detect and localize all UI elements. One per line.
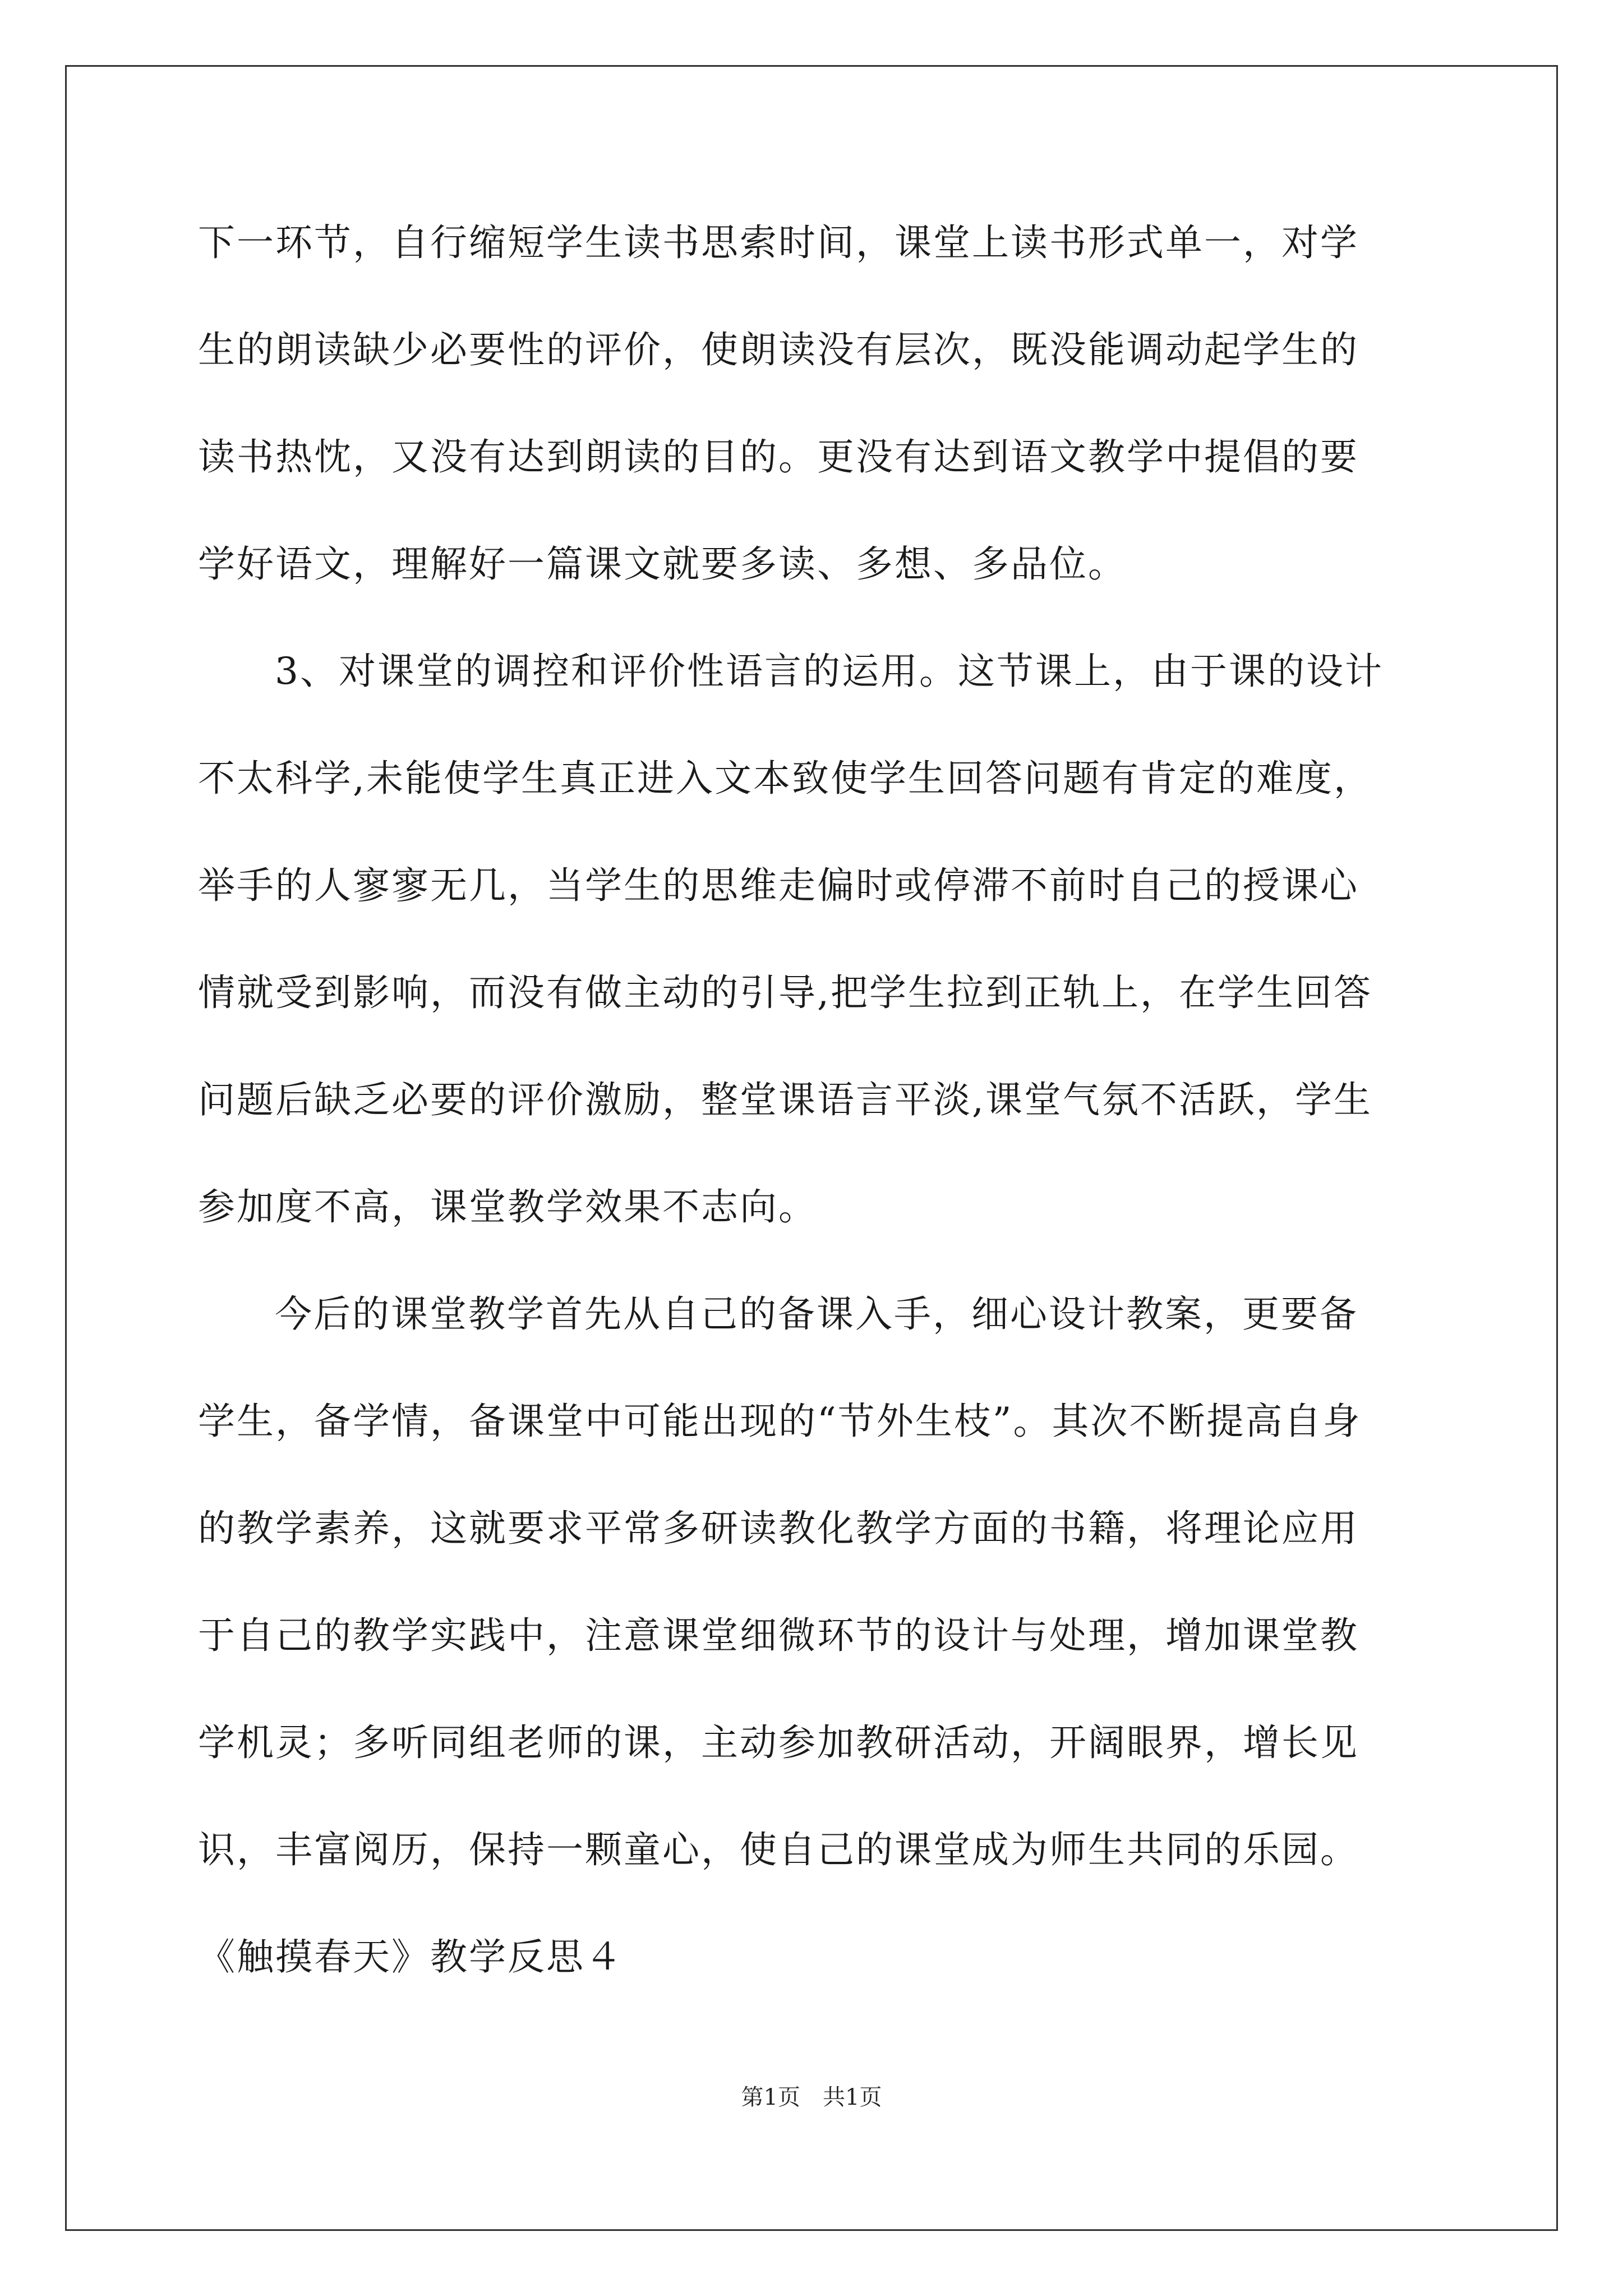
- body-text-line: 问题后缺乏必要的评价激励，整堂课语言平淡,课堂气氛不活跃，学生: [198, 1078, 1372, 1121]
- page-number-footer: 第1页 共1页: [741, 2085, 882, 2110]
- paragraph-start-line: 3、对课堂的调控和评价性语言的运用。这节课上，由于课的设计: [275, 650, 1384, 693]
- section-heading: 《触摸春天》教学反思４: [198, 1935, 624, 1978]
- body-text-line: 于自己的教学实践中，注意课堂细微环节的设计与处理，增加课堂教: [198, 1614, 1359, 1657]
- body-text-line: 下一环节，自行缩短学生读书思索时间，课堂上读书形式单一，对学: [198, 221, 1359, 264]
- body-text-line: 学生，备学情，备课堂中可能出现的“节外生枝”。其次不断提高自身: [198, 1400, 1362, 1443]
- page-border: [65, 65, 1558, 2231]
- body-text-line: 读书热忱，又没有达到朗读的目的。更没有达到语文教学中提倡的要: [198, 435, 1359, 478]
- body-text-line: 举手的人寥寥无几，当学生的思维走偏时或停滞不前时自己的授课心: [198, 864, 1359, 907]
- body-text-line: 学机灵；多听同组老师的课，主动参加教研活动，开阔眼界，增长见: [198, 1721, 1359, 1764]
- body-text-line: 的教学素养，这就要求平常多研读教化教学方面的书籍，将理论应用: [198, 1507, 1359, 1550]
- body-text-line: 识，丰富阅历，保持一颗童心，使自己的课堂成为师生共同的乐园。: [198, 1828, 1359, 1871]
- body-text-line: 参加度不高，课堂教学效果不志向。: [198, 1185, 817, 1228]
- paragraph-start-line: 今后的课堂教学首先从自己的备课入手，细心设计教案，更要备: [275, 1292, 1358, 1336]
- body-text-line: 生的朗读缺少必要性的评价，使朗读没有层次，既没能调动起学生的: [198, 328, 1359, 371]
- body-text-line: 情就受到影响，而没有做主动的引导,把学生拉到正轨上，在学生回答: [198, 971, 1372, 1014]
- body-text-line: 不太科学,未能使学生真正进入文本致使学生回答问题有肯定的难度，: [198, 757, 1372, 800]
- body-text-line: 学好语文，理解好一篇课文就要多读、多想、多品位。: [198, 542, 1127, 586]
